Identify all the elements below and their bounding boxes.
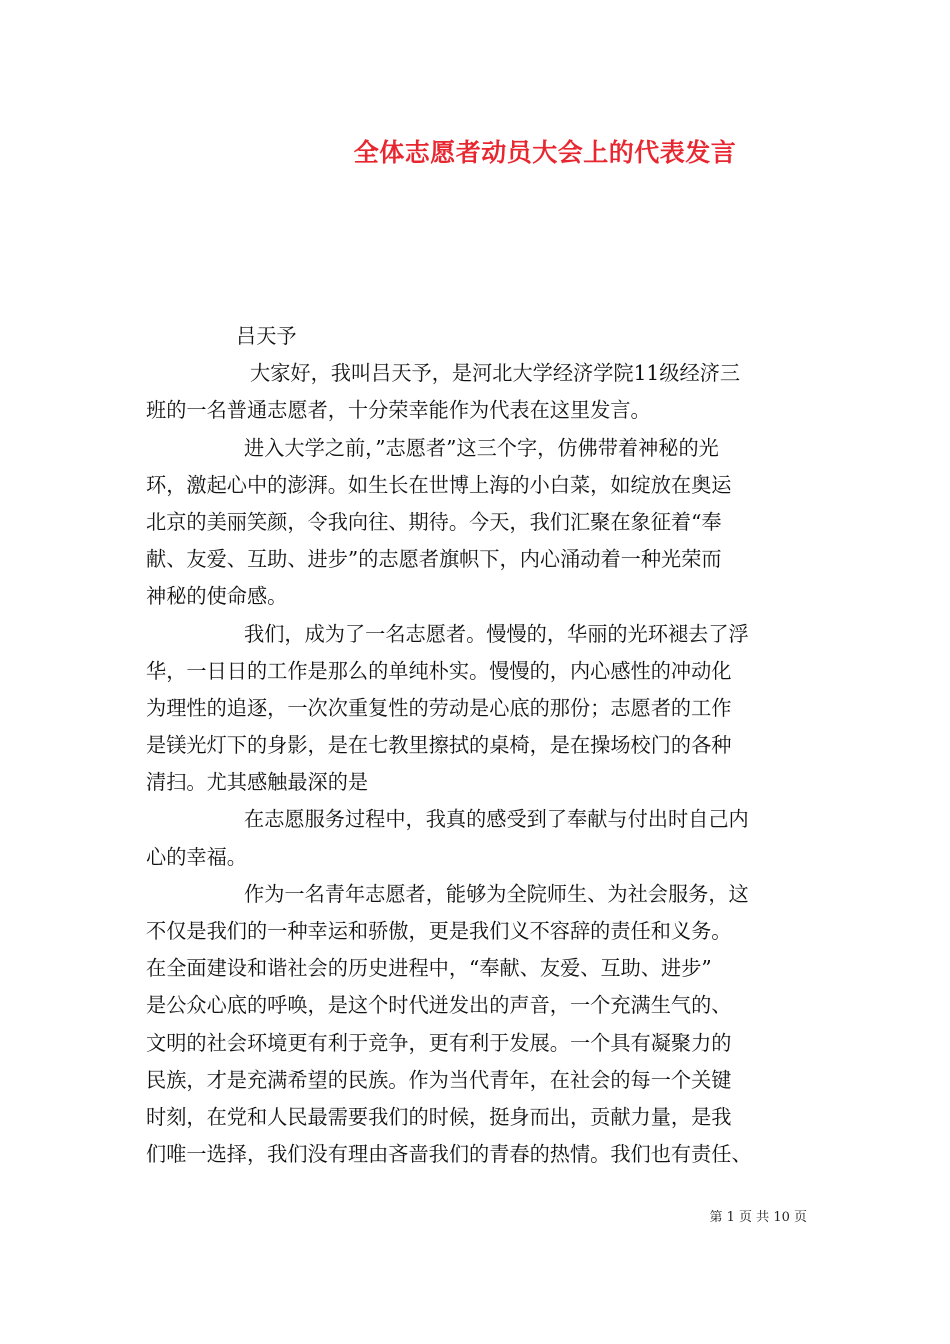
paragraph-line: 清扫。尤其感触最深的是 — [146, 770, 369, 795]
paragraph-line: 北京的美丽笑颜，令我向往、期待。今天，我们汇聚在象征着“奉 — [146, 509, 722, 534]
paragraph-line: 进入大学之前，”志愿者”这三个字，仿佛带着神秘的光 — [244, 435, 719, 460]
paragraph-line: 们唯一选择，我们没有理由吝啬我们的青春的热情。我们也有责任、 — [146, 1142, 752, 1167]
paragraph-line: 在志愿服务过程中，我真的感受到了奉献与付出时自己内 — [244, 807, 749, 832]
paragraph-line: 是公众心底的呼唤，是这个时代迸发出的声音，一个充满生气的、 — [146, 993, 732, 1018]
paragraph-line: 文明的社会环境更有利于竞争，更有利于发展。一个具有凝聚力的 — [146, 1030, 732, 1055]
document-title: 全体志愿者动员大会上的代表发言 — [353, 138, 737, 167]
paragraph-line: 是镁光灯下的身影，是在七教里擦拭的桌椅，是在操场校门的各种 — [146, 733, 732, 758]
paragraph-line: 心的幸福。 — [146, 844, 247, 869]
paragraph-line: 作为一名青年志愿者，能够为全院师生、为社会服务，这 — [244, 881, 749, 906]
paragraph-line: 大家好，我叫吕天予，是河北大学经济学院11级经济三 — [250, 361, 741, 386]
paragraph-line: 时刻，在党和人民最需要我们的时候，挺身而出，贡献力量，是我 — [146, 1104, 732, 1129]
paragraph-line: 为理性的追逐，一次次重复性的劳动是心底的那份；志愿者的工作 — [146, 695, 732, 720]
paragraph-line: 民族，才是充满希望的民族。作为当代青年，在社会的每一个关键 — [146, 1067, 732, 1092]
paragraph-line: 华，一日日的工作是那么的单纯朴实。慢慢的，内心感性的冲动化 — [146, 658, 732, 683]
page-number: 第 1 页 共 10 页 — [709, 1210, 807, 1225]
paragraph-line: 我们，成为了一名志愿者。慢慢的，华丽的光环褪去了浮 — [244, 621, 749, 646]
document-body — [146, 318, 810, 1173]
paragraph-line: 献、友爱、互助、进步”的志愿者旗帜下，内心涌动着一种光荣而 — [146, 547, 722, 572]
paragraph-line: 环，激起心中的澎湃。如生长在世博上海的小白菜，如绽放在奥运 — [146, 472, 732, 497]
paragraph-line: 神秘的使命感。 — [146, 584, 288, 609]
paragraph-line: 不仅是我们的一种幸运和骄傲，更是我们义不容辞的责任和义务。 — [146, 919, 732, 943]
paragraph-line: 班的一名普通志愿者，十分荣幸能作为代表在这里发言。 — [146, 398, 651, 423]
paragraph-line: 在全面建设和谐社会的历史进程中，“奉献、友爱、互助、进步” — [146, 956, 712, 981]
author-name: 吕天予 — [236, 324, 297, 348]
